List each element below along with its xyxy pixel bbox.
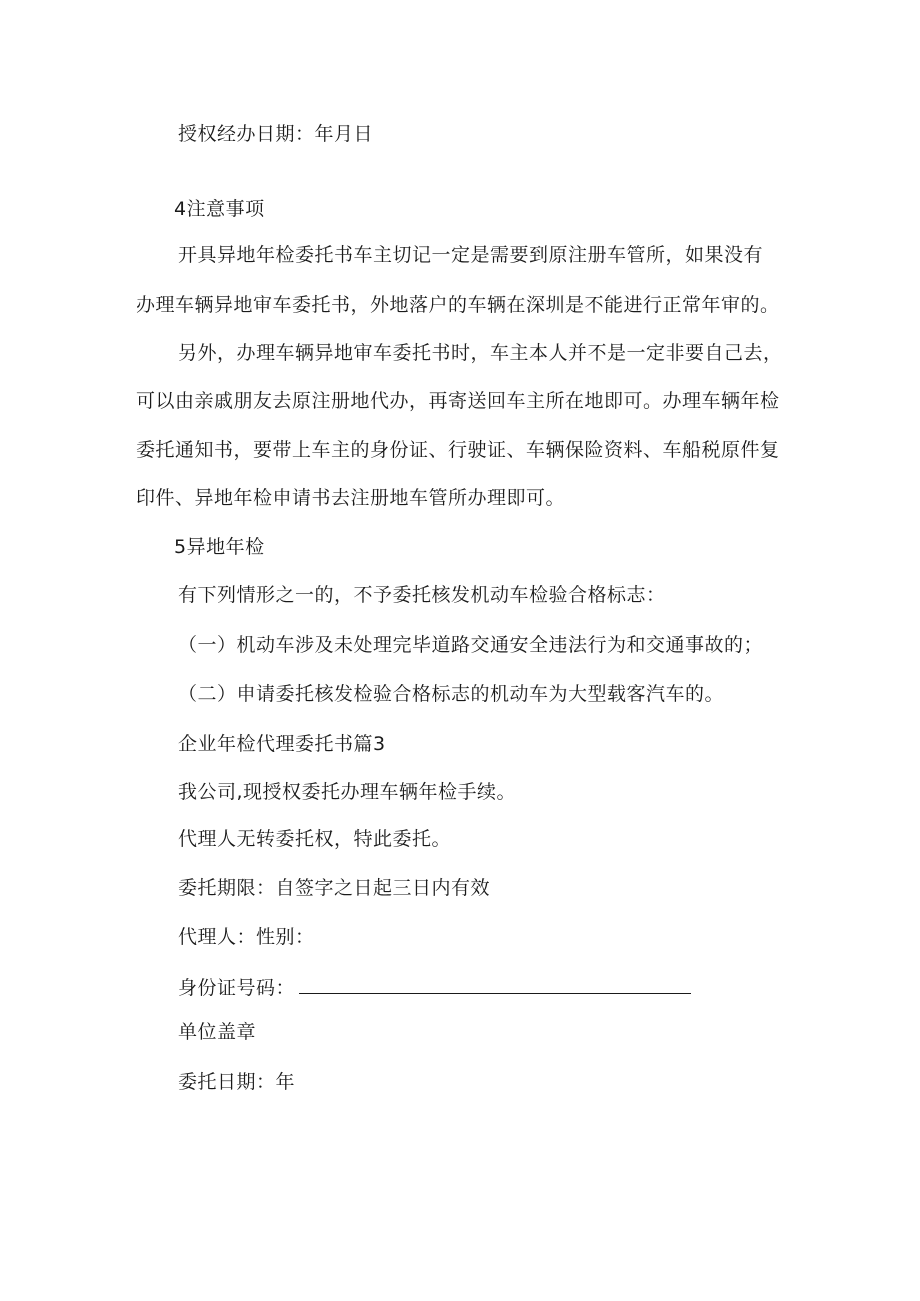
id-number-field[interactable] — [299, 974, 691, 994]
section5-item2: （二）申请委托核发检验合格标志的机动车为大型载客汽车的。 — [178, 683, 725, 705]
article3-line1: 我公司,现授权委托办理车辆年检手续。 — [178, 781, 517, 803]
seal-line: 单位盖章 — [178, 1021, 257, 1043]
section4-para1-line2: 办理车辆异地审车委托书，外地落户的车辆在深圳是不能进行正常年审的。 — [136, 294, 780, 316]
section4-para2-line1: 另外，办理车辆异地审车委托书时，车主本人并不是一定非要自己去， — [178, 342, 783, 364]
section4-para2-line3: 委托通知书，要带上车主的身份证、行驶证、车辆保险资料、车船税原件复 — [136, 439, 780, 461]
article3-line3: 委托期限：自签字之日起三日内有效 — [178, 877, 491, 899]
section5-item1: （一）机动车涉及未处理完毕道路交通安全违法行为和交通事故的； — [178, 634, 764, 656]
authorization-date: 授权经办日期：年月日 — [178, 123, 374, 145]
id-number-label: 身份证号码： — [178, 977, 296, 999]
article3-title: 企业年检代理委托书篇3 — [178, 733, 386, 755]
section4-para2-line2: 可以由亲戚朋友去原注册地代办，再寄送回车主所在地即可。办理车辆年检 — [136, 390, 780, 412]
section4-para1-line1: 开具异地年检委托书车主切记一定是需要到原注册车管所，如果没有 — [178, 244, 764, 266]
section5-heading: 5异地年检 — [174, 536, 265, 558]
section4-heading: 4注意事项 — [174, 198, 265, 220]
entrust-date: 委托日期：年 — [178, 1071, 296, 1093]
id-number-row — [178, 974, 691, 1000]
section4-para2-line4: 印件、异地年检申请书去注册地车管所办理即可。 — [136, 487, 566, 509]
article3-line2: 代理人无转委托权，特此委托。 — [178, 828, 452, 850]
section5-intro: 有下列情形之一的，不予委托核发机动车检验合格标志： — [178, 584, 666, 606]
article3-line4: 代理人：性别： — [178, 926, 315, 948]
